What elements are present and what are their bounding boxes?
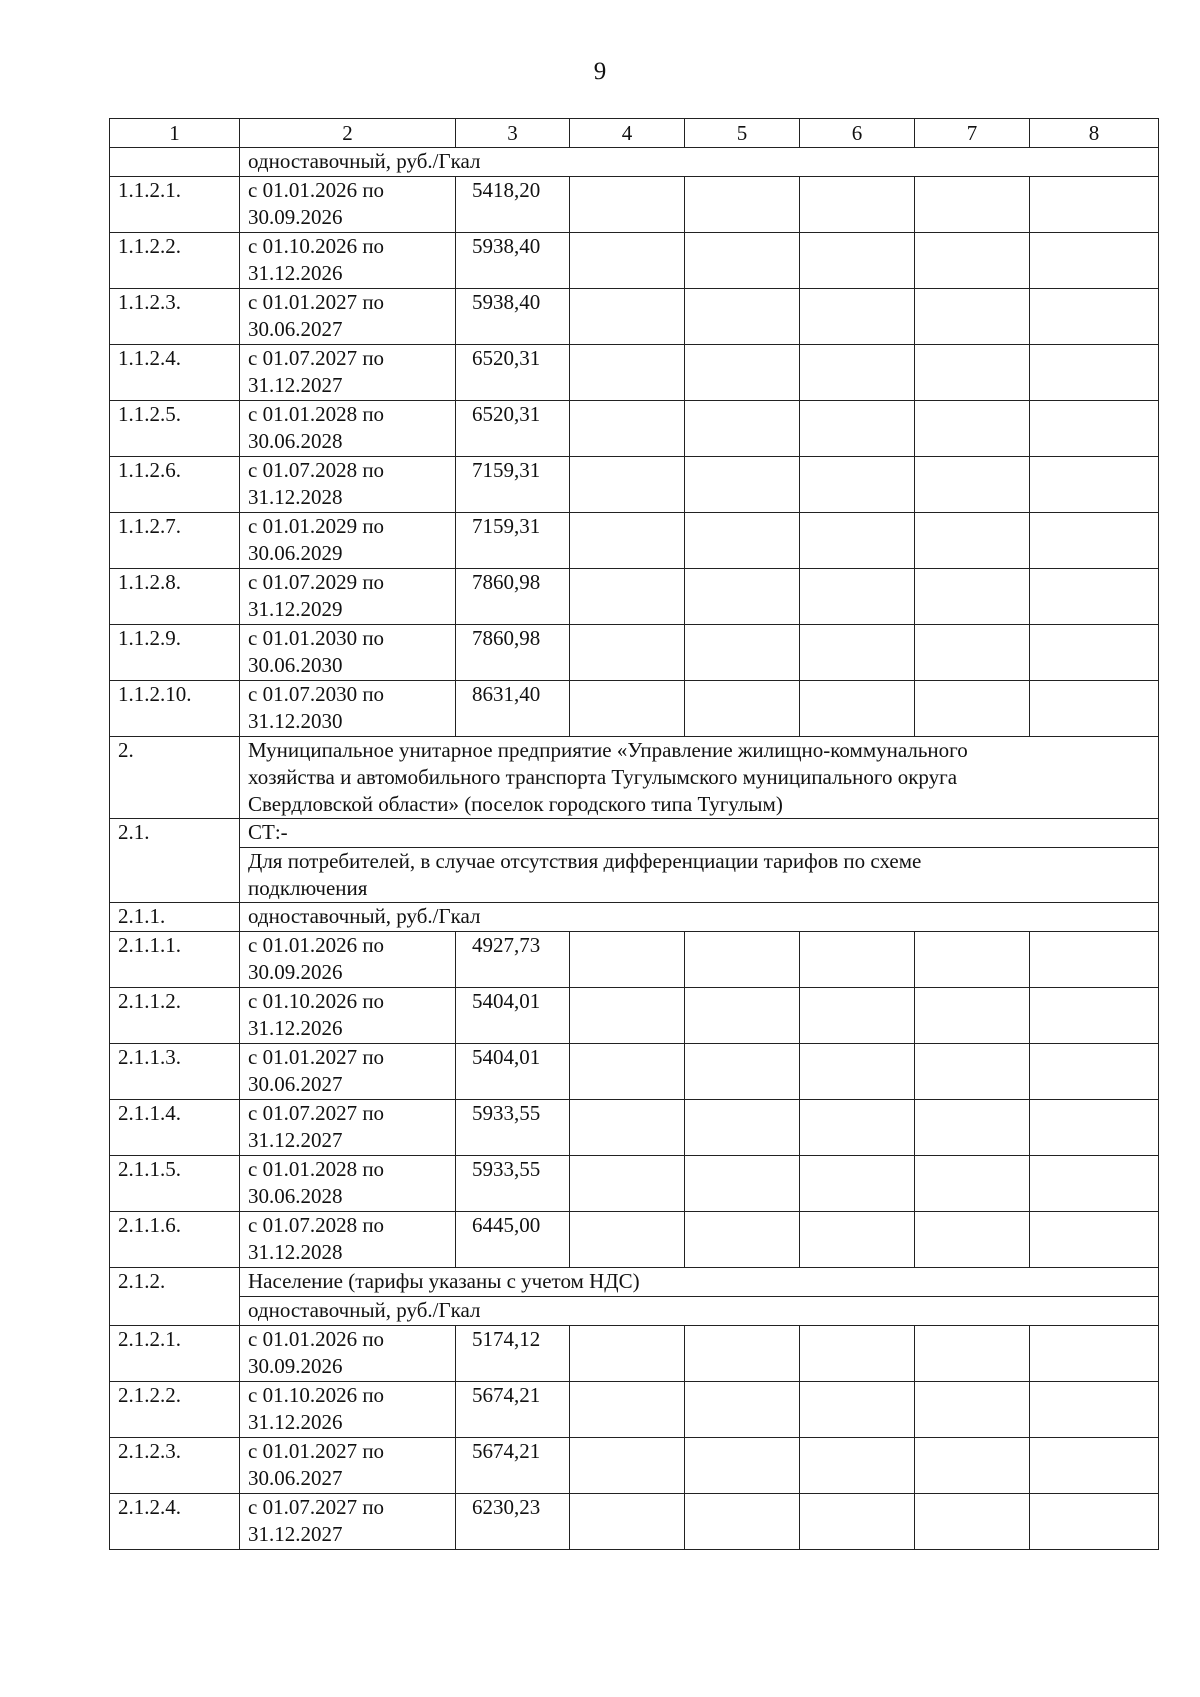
section-title: одноставочный, руб./Гкал [240, 148, 1159, 177]
empty-cell-4 [570, 932, 685, 988]
period-cell: с 01.07.2028 по 31.12.2028 [240, 457, 456, 513]
row-number: 1.1.2.1. [110, 177, 240, 233]
empty-cell-4 [570, 289, 685, 345]
empty-cell-8 [1030, 513, 1159, 569]
empty-cell-7 [915, 513, 1030, 569]
row-number: 2.1. [110, 819, 240, 903]
empty-cell-4 [570, 625, 685, 681]
tariff-value: 6230,23 [456, 1494, 570, 1550]
empty-cell-6 [800, 988, 915, 1044]
period-cell: с 01.07.2027 по 31.12.2027 [240, 1494, 456, 1550]
row-number: 2.1.2.3. [110, 1438, 240, 1494]
empty-cell-6 [800, 401, 915, 457]
period-cell: с 01.07.2030 по 31.12.2030 [240, 681, 456, 737]
table-body [110, 119, 1159, 1550]
page-number: 9 [593, 58, 607, 85]
period-cell: с 01.01.2027 по 30.06.2027 [240, 289, 456, 345]
tariff-value: 6445,00 [456, 1212, 570, 1268]
empty-cell-7 [915, 289, 1030, 345]
period-cell: с 01.01.2029 по 30.06.2029 [240, 513, 456, 569]
table-row [110, 177, 1159, 233]
tariff-table [109, 118, 1159, 1550]
empty-cell-5 [685, 1382, 800, 1438]
empty-cell-5 [685, 177, 800, 233]
empty-cell-5 [685, 1494, 800, 1550]
row-number: 1.1.2.3. [110, 289, 240, 345]
header-cell-3: 3 [456, 119, 570, 148]
empty-cell-7 [915, 681, 1030, 737]
period-cell: с 01.07.2028 по 31.12.2028 [240, 1212, 456, 1268]
tariff-value: 7159,31 [456, 513, 570, 569]
empty-cell-6 [800, 1494, 915, 1550]
table-row [110, 1326, 1159, 1382]
empty-cell-5 [685, 1438, 800, 1494]
empty-cell-7 [915, 932, 1030, 988]
table-row [110, 1044, 1159, 1100]
row-number: 1.1.2.8. [110, 569, 240, 625]
empty-cell-8 [1030, 932, 1159, 988]
header-cell-1: 1 [110, 119, 240, 148]
header-cell-5: 5 [685, 119, 800, 148]
table-row [110, 1438, 1159, 1494]
empty-cell-8 [1030, 345, 1159, 401]
empty-cell-8 [1030, 625, 1159, 681]
empty-cell-7 [915, 569, 1030, 625]
empty-cell-6 [800, 177, 915, 233]
empty-cell-8 [1030, 1326, 1159, 1382]
section-title: Для потребителей, в случае отсутствия дифференциации тарифов по схеме подключения [240, 848, 1159, 903]
empty-cell-6 [800, 1100, 915, 1156]
tariff-value: 6520,31 [456, 401, 570, 457]
empty-cell-8 [1030, 1044, 1159, 1100]
empty-cell-5 [685, 1156, 800, 1212]
empty-cell-8 [1030, 1100, 1159, 1156]
tariff-value: 7860,98 [456, 569, 570, 625]
empty-cell-5 [685, 513, 800, 569]
empty-cell-8 [1030, 457, 1159, 513]
table-row [110, 1100, 1159, 1156]
empty-cell-7 [915, 625, 1030, 681]
tariff-value: 5404,01 [456, 988, 570, 1044]
table-row [110, 625, 1159, 681]
tariff-value: 4927,73 [456, 932, 570, 988]
empty-cell-6 [800, 1438, 915, 1494]
empty-cell-6 [800, 1326, 915, 1382]
section-row [110, 1297, 1159, 1326]
row-number: 2.1.2.1. [110, 1326, 240, 1382]
period-cell: с 01.07.2027 по 31.12.2027 [240, 345, 456, 401]
empty-cell-7 [915, 1100, 1030, 1156]
empty-cell-7 [915, 177, 1030, 233]
empty-cell-4 [570, 513, 685, 569]
header-cell-6: 6 [800, 119, 915, 148]
empty-cell-5 [685, 401, 800, 457]
table-row [110, 513, 1159, 569]
empty-cell-7 [915, 401, 1030, 457]
table-row [110, 569, 1159, 625]
empty-cell-4 [570, 177, 685, 233]
table-row [110, 1494, 1159, 1550]
period-cell: с 01.07.2029 по 31.12.2029 [240, 569, 456, 625]
table-row [110, 1212, 1159, 1268]
empty-cell-8 [1030, 569, 1159, 625]
row-number [110, 148, 240, 177]
tariff-value: 5418,20 [456, 177, 570, 233]
empty-cell-8 [1030, 1494, 1159, 1550]
row-number: 2.1.1.3. [110, 1044, 240, 1100]
empty-cell-5 [685, 1212, 800, 1268]
empty-cell-8 [1030, 1438, 1159, 1494]
tariff-value: 5933,55 [456, 1100, 570, 1156]
section-row [110, 819, 1159, 848]
empty-cell-5 [685, 932, 800, 988]
tariff-value: 5938,40 [456, 289, 570, 345]
row-number: 2. [110, 737, 240, 819]
row-number: 2.1.1.4. [110, 1100, 240, 1156]
section-title: одноставочный, руб./Гкал [240, 1297, 1159, 1326]
empty-cell-7 [915, 345, 1030, 401]
empty-cell-7 [915, 1326, 1030, 1382]
empty-cell-4 [570, 1156, 685, 1212]
row-number: 1.1.2.7. [110, 513, 240, 569]
empty-cell-6 [800, 345, 915, 401]
empty-cell-5 [685, 988, 800, 1044]
section-title: Население (тарифы указаны с учетом НДС) [240, 1268, 1159, 1297]
table-row [110, 457, 1159, 513]
empty-cell-5 [685, 625, 800, 681]
empty-cell-6 [800, 289, 915, 345]
period-cell: с 01.10.2026 по 31.12.2026 [240, 1382, 456, 1438]
empty-cell-7 [915, 457, 1030, 513]
row-number: 2.1.1.6. [110, 1212, 240, 1268]
table-row [110, 681, 1159, 737]
empty-cell-5 [685, 569, 800, 625]
empty-cell-4 [570, 569, 685, 625]
empty-cell-4 [570, 1100, 685, 1156]
tariff-value: 5174,12 [456, 1326, 570, 1382]
empty-cell-4 [570, 1494, 685, 1550]
period-cell: с 01.01.2026 по 30.09.2026 [240, 177, 456, 233]
empty-cell-6 [800, 932, 915, 988]
empty-cell-4 [570, 1382, 685, 1438]
period-cell: с 01.01.2028 по 30.06.2028 [240, 401, 456, 457]
empty-cell-7 [915, 233, 1030, 289]
row-number: 1.1.2.5. [110, 401, 240, 457]
tariff-value: 8631,40 [456, 681, 570, 737]
empty-cell-6 [800, 1156, 915, 1212]
empty-cell-8 [1030, 1382, 1159, 1438]
empty-cell-8 [1030, 289, 1159, 345]
row-number: 2.1.2.2. [110, 1382, 240, 1438]
empty-cell-4 [570, 1326, 685, 1382]
empty-cell-4 [570, 1212, 685, 1268]
row-number: 2.1.1.5. [110, 1156, 240, 1212]
row-number: 1.1.2.2. [110, 233, 240, 289]
period-cell: с 01.01.2027 по 30.06.2027 [240, 1438, 456, 1494]
empty-cell-4 [570, 988, 685, 1044]
row-number: 1.1.2.4. [110, 345, 240, 401]
empty-cell-4 [570, 345, 685, 401]
empty-cell-5 [685, 345, 800, 401]
tariff-value: 5674,21 [456, 1382, 570, 1438]
row-number: 2.1.2.4. [110, 1494, 240, 1550]
empty-cell-6 [800, 513, 915, 569]
empty-cell-7 [915, 1212, 1030, 1268]
empty-cell-8 [1030, 1212, 1159, 1268]
empty-cell-7 [915, 1156, 1030, 1212]
empty-cell-5 [685, 1044, 800, 1100]
empty-cell-4 [570, 401, 685, 457]
empty-cell-8 [1030, 233, 1159, 289]
tariff-value: 5933,55 [456, 1156, 570, 1212]
period-cell: с 01.01.2026 по 30.09.2026 [240, 1326, 456, 1382]
empty-cell-8 [1030, 681, 1159, 737]
table-row [110, 1156, 1159, 1212]
section-row [110, 737, 1159, 819]
tariff-value: 6520,31 [456, 345, 570, 401]
period-cell: с 01.07.2027 по 31.12.2027 [240, 1100, 456, 1156]
empty-cell-5 [685, 1100, 800, 1156]
section-title: СТ:- [240, 819, 1159, 848]
table-row [110, 233, 1159, 289]
empty-cell-5 [685, 1326, 800, 1382]
table-row [110, 289, 1159, 345]
row-number: 2.1.1.1. [110, 932, 240, 988]
empty-cell-6 [800, 457, 915, 513]
header-cell-2: 2 [240, 119, 456, 148]
tariff-value: 7159,31 [456, 457, 570, 513]
section-row [110, 903, 1159, 932]
empty-cell-4 [570, 681, 685, 737]
empty-cell-4 [570, 457, 685, 513]
empty-cell-8 [1030, 988, 1159, 1044]
period-cell: с 01.01.2026 по 30.09.2026 [240, 932, 456, 988]
section-title: одноставочный, руб./Гкал [240, 903, 1159, 932]
empty-cell-4 [570, 1438, 685, 1494]
empty-cell-6 [800, 569, 915, 625]
section-row [110, 148, 1159, 177]
empty-cell-5 [685, 681, 800, 737]
empty-cell-6 [800, 1382, 915, 1438]
section-row [110, 1268, 1159, 1297]
empty-cell-7 [915, 1438, 1030, 1494]
empty-cell-6 [800, 1212, 915, 1268]
empty-cell-8 [1030, 1156, 1159, 1212]
table-row [110, 401, 1159, 457]
period-cell: с 01.01.2028 по 30.06.2028 [240, 1156, 456, 1212]
header-row [110, 119, 1159, 148]
empty-cell-6 [800, 233, 915, 289]
row-number: 2.1.1. [110, 903, 240, 932]
empty-cell-7 [915, 988, 1030, 1044]
row-number: 2.1.1.2. [110, 988, 240, 1044]
row-number: 1.1.2.10. [110, 681, 240, 737]
empty-cell-5 [685, 233, 800, 289]
table-row [110, 1382, 1159, 1438]
section-title: Муниципальное унитарное предприятие «Управление жилищно-коммунального хозяйства и автомобильного транспорта Тугулымского муниципального округа Свердловской области» (поселок городского типа Тугулым) [240, 737, 1159, 819]
tariff-value: 5674,21 [456, 1438, 570, 1494]
empty-cell-8 [1030, 177, 1159, 233]
tariff-value: 5938,40 [456, 233, 570, 289]
empty-cell-7 [915, 1044, 1030, 1100]
empty-cell-8 [1030, 401, 1159, 457]
empty-cell-6 [800, 681, 915, 737]
table-row [110, 932, 1159, 988]
row-number: 1.1.2.9. [110, 625, 240, 681]
header-cell-7: 7 [915, 119, 1030, 148]
table-row [110, 988, 1159, 1044]
empty-cell-4 [570, 1044, 685, 1100]
tariff-value: 7860,98 [456, 625, 570, 681]
header-cell-4: 4 [570, 119, 685, 148]
tariff-value: 5404,01 [456, 1044, 570, 1100]
empty-cell-5 [685, 289, 800, 345]
empty-cell-4 [570, 233, 685, 289]
empty-cell-6 [800, 1044, 915, 1100]
table-row [110, 345, 1159, 401]
period-cell: с 01.10.2026 по 31.12.2026 [240, 233, 456, 289]
empty-cell-7 [915, 1494, 1030, 1550]
row-number: 1.1.2.6. [110, 457, 240, 513]
header-cell-8: 8 [1030, 119, 1159, 148]
empty-cell-7 [915, 1382, 1030, 1438]
period-cell: с 01.01.2027 по 30.06.2027 [240, 1044, 456, 1100]
empty-cell-6 [800, 625, 915, 681]
row-number: 2.1.2. [110, 1268, 240, 1326]
empty-cell-5 [685, 457, 800, 513]
period-cell: с 01.01.2030 по 30.06.2030 [240, 625, 456, 681]
period-cell: с 01.10.2026 по 31.12.2026 [240, 988, 456, 1044]
section-row [110, 848, 1159, 903]
